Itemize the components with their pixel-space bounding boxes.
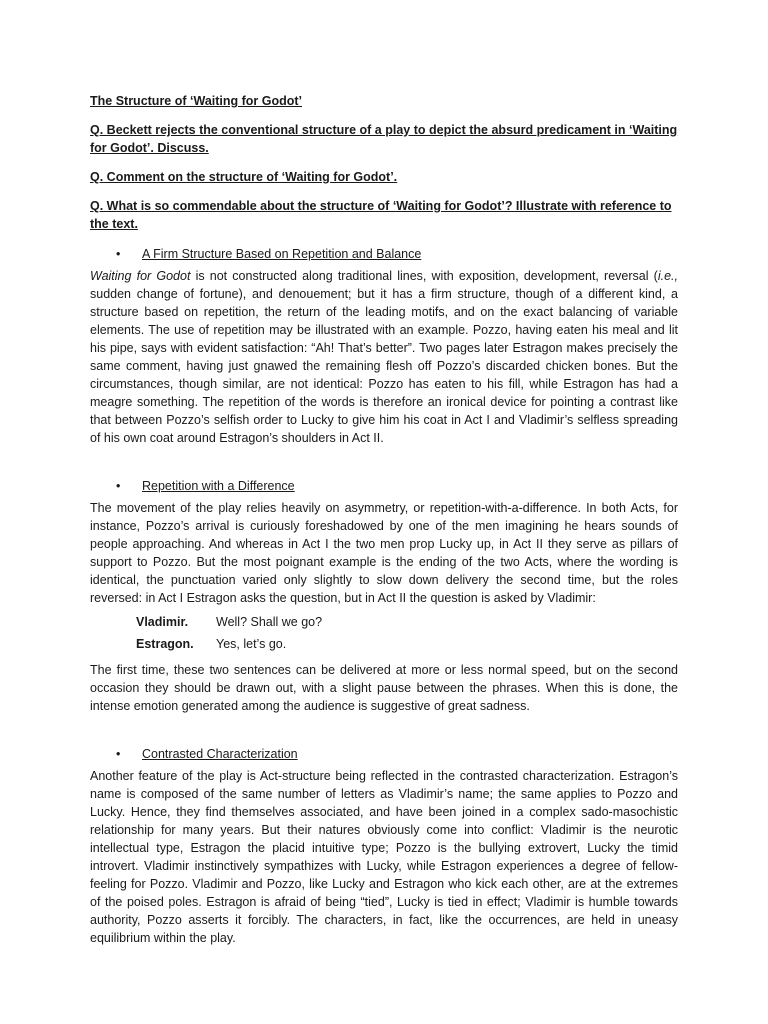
section-paragraph: The movement of the play relies heavily on asymmetry, or repetition-with-a-difference. In both Acts, for instance, Pozzo’s arrival is curiously foreshadowed by one of the men imagining he hears sounds of people approaching. And whereas in Act I the two men prop Lucky up, in Act II they serve as pillars of support to Pozzo. But the most poignant example is the ending of the two Acts, where the wording is identical, the punctuation varied only slightly to slow down delivery the second time, but the roles reversed: in Act I Estragon asks the question, but in Act II the question is asked by Vladimir: (90, 501, 678, 605)
section-paragraph (90, 267, 678, 447)
paragraph-text: sudden change of fortune), and denouement; but it has a firm structure, though of a different kind, a structure based on repetition, the return of the leading motifs, and on the exact balancing of variable elements. The use of repetition may be illustrated with an example. Pozzo, having eaten his meal and lit his pipe, says with evident satisfaction: “Ah! That’s better”. Two pages later Estragon makes precisely the same comment, having just gnawed the remaining flesh off Pozzo’s discarded chicken bones. But the circumstances, though similar, are not identical: Pozzo has eaten to his fill, while Estragon has had a meagre something. The repetition of the words is therefore an ironical device for pointing a contrast like that between Pozzo’s selfish order to Lucky to give him his coat in Act I and Vladimir’s selfless spreading of his own coat around Estragon’s shoulders in Act II. (90, 287, 678, 445)
section-heading-repetition-difference (90, 477, 678, 495)
ie-italic: i.e., (657, 269, 678, 283)
section-heading-repetition-balance (90, 245, 678, 263)
paragraph-text: is not constructed along traditional lines, with exposition, development, reversal ( (190, 269, 658, 283)
dialogue-speaker: Vladimir. (136, 615, 189, 629)
dialogue-text: Yes, let’s go. (216, 637, 287, 651)
bullet-icon: • (116, 747, 121, 761)
question-3: Q. What is so commendable about the structure of ‘Waiting for Godot’? Illustrate with reference to the text. (90, 199, 672, 231)
bullet-icon: • (116, 247, 121, 261)
section-paragraph: The first time, these two sentences can be delivered at more or less normal speed, but on the second occasion they should be drawn out, with a slight pause between the phrases. When this is done, the intense emotion generated among the audience is suggestive of great sadness. (90, 663, 678, 713)
dialogue-speaker: Estragon. (136, 637, 194, 651)
question-1: Q. Beckett rejects the conventional structure of a play to depict the absurd predicament in ‘Waiting for Godot’. Discuss. (90, 123, 678, 155)
dialogue-block (136, 611, 678, 655)
dialogue-line (136, 611, 678, 633)
document-page (90, 92, 678, 977)
section-heading-text: Contrasted Characterization (142, 747, 298, 761)
dialogue-text: Well? Shall we go? (216, 615, 323, 629)
section-heading-contrasted-characterization (90, 745, 678, 763)
section-heading-text: Repetition with a Difference (142, 479, 295, 493)
section-heading-text: A Firm Structure Based on Repetition and Balance (142, 247, 422, 261)
dialogue-line (136, 633, 678, 655)
question-2: Q. Comment on the structure of ‘Waiting for Godot’. (90, 170, 398, 184)
bullet-icon: • (116, 479, 121, 493)
section-paragraph: Another feature of the play is Act-structure being reflected in the contrasted characterization. Estragon’s name is composed of the same number of letters as Vladimir’s name; the same applies to Pozzo and Lucky. Hence, they find themselves associated, and have been joined in a complex sado-masochistic relationship for many years. But their natures obviously come into conflict: Vladimir is the neurotic intellectual type, Estragon the placid intuitive type; Pozzo is the bullying extrovert, Lucky the timid introvert. Vladimir instinctively sympathizes with Lucky, while Estragon experiences a degree of fellow-feeling for Pozzo. Vladimir and Pozzo, like Lucky and Estragon who kick each other, are at the extremes of the poised poles. Estragon is afraid of being “tied”, Lucky is tied in effect; Vladimir is humble towards authority, Pozzo asserts it forcibly. The characters, in fact, like the occurrences, are held in uneasy equilibrium within the play. (90, 769, 678, 945)
document-title: The Structure of ‘Waiting for Godot’ (90, 94, 303, 108)
play-title-italic: Waiting for Godot (90, 269, 191, 283)
